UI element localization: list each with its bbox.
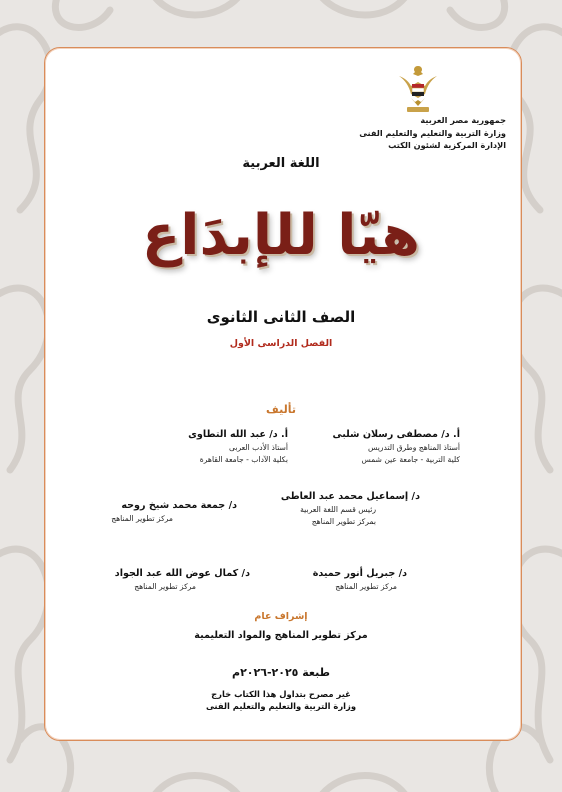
author-title: أستاذ المناهج وطرق التدريس	[368, 443, 460, 452]
distribution-notice	[160, 688, 402, 712]
ministry-line: جمهورية مصر العربية	[420, 115, 506, 125]
author-affiliation: مركز تطوير المناهج	[111, 514, 173, 523]
author-name: أ. د/ عبد الله التطاوى	[188, 429, 288, 440]
author-name: د/ جمعة محمد شيخ روحه	[121, 500, 237, 511]
author-title: أستاذ الأدب العربى	[229, 443, 288, 452]
author-block	[118, 428, 288, 466]
notice-line: غير مصرح بتداول هذا الكتاب خارج	[211, 689, 351, 699]
supervision-body: مركز تطوير المناهج والمواد التعليمية	[194, 630, 368, 641]
grade-label: الصف الثانى الثانوى	[206, 308, 356, 326]
authors-heading: تأليف	[266, 403, 296, 416]
author-affiliation: بمركز تطوير المناهج	[311, 517, 376, 526]
ministry-line: وزارة التربية والتعليم والتعليم الفنى	[359, 127, 506, 138]
author-name: أ. د/ مصطفى رسلان شلبى	[332, 429, 460, 440]
author-block	[250, 490, 420, 528]
notice-line: وزارة التربية والتعليم والتعليم الفنى	[205, 701, 357, 711]
author-block	[67, 499, 237, 525]
ministry-header	[276, 114, 506, 152]
subject-label: اللغة العربية	[242, 156, 320, 171]
author-affiliation: كلية التربية - جامعة عين شمس	[361, 455, 460, 464]
egypt-eagle-emblem-icon	[395, 62, 441, 116]
author-affiliation: مركز تطوير المناهج	[335, 582, 397, 591]
book-title: هيّا للإبدَاع	[142, 203, 420, 268]
author-block	[80, 567, 250, 593]
edition-label: طبعة ٢٠٢٥-٢٠٢٦م	[232, 666, 330, 679]
ministry-line: الإدارة المركزية لشئون الكتب	[388, 140, 506, 150]
author-name: د/ جبريل أنور حميدة	[312, 568, 407, 579]
author-name: د/ إسماعيل محمد عبد العاطى	[280, 491, 420, 502]
supervision-heading: إشراف عام	[254, 611, 308, 622]
author-block	[237, 567, 407, 593]
author-affiliation: مركز تطوير المناهج	[134, 582, 196, 591]
author-name: د/ كمال عوض الله عبد الجواد	[114, 568, 250, 579]
term-label: الفصل الدراسى الأول	[229, 338, 333, 349]
author-affiliation: بكلية الآداب - جامعة القاهرة	[199, 455, 288, 464]
author-block	[290, 428, 460, 466]
author-title: رئيس قسم اللغة العربية	[300, 505, 376, 514]
